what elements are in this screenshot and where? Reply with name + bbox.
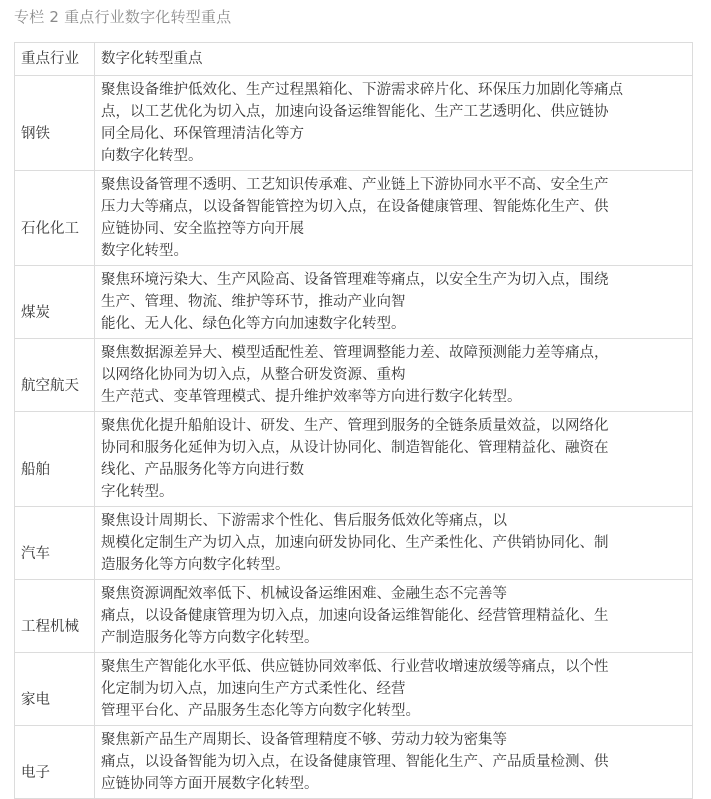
focus-line: 应链协同、安全监控等方向开展 xyxy=(101,221,304,237)
header-focus: 数字化转型重点 xyxy=(95,43,693,76)
focus-line: 能化、无人化、绿色化等方向加速数字化转型。 xyxy=(101,316,406,332)
focus-line: 规模化定制生产为切入点，加速向研发协同化、生产柔性化、产供销协同化、制 xyxy=(101,535,609,551)
focus-line: 聚焦资源调配效率低下、机械设备运维困难、金融生态不完善等 xyxy=(101,586,507,602)
table-caption: 专栏 2 重点行业数字化转型重点 xyxy=(14,8,232,26)
industry-cell: 煤炭 xyxy=(15,266,95,339)
focus-line: 产制造服务化等方向数字化转型。 xyxy=(101,630,319,646)
focus-cell xyxy=(95,507,693,580)
table-row xyxy=(15,507,693,580)
focus-cell xyxy=(95,412,693,507)
table-row xyxy=(15,171,693,266)
industry-cell: 家电 xyxy=(15,653,95,726)
table-body xyxy=(15,76,693,799)
focus-line: 生产、管理、物流、维护等环节，推动产业向智 xyxy=(101,294,406,310)
industry-cell: 汽车 xyxy=(15,507,95,580)
table-row xyxy=(15,726,693,799)
header-industry: 重点行业 xyxy=(15,43,95,76)
focus-line: 聚焦环境污染大、生产风险高、设备管理难等痛点，以安全生产为切入点，围绕 xyxy=(101,272,609,288)
focus-line: 聚焦设计周期长、下游需求个性化、售后服务低效化等痛点，以 xyxy=(101,513,507,529)
focus-line: 聚焦新产品生产周期长、设备管理精度不够、劳动力较为密集等 xyxy=(101,732,507,748)
table-row xyxy=(15,76,693,171)
focus-line: 聚焦生产智能化水平低、供应链协同效率低、行业营收增速放缓等痛点，以个性 xyxy=(101,659,609,675)
focus-line: 痛点，以设备智能为切入点，在设备健康管理、智能化生产、产品质量检测、供 xyxy=(101,754,609,770)
table-row xyxy=(15,653,693,726)
focus-line: 同全局化、环保管理清洁化等方 xyxy=(101,126,304,142)
focus-cell xyxy=(95,76,693,171)
industry-table xyxy=(14,42,693,799)
focus-line: 线化、产品服务化等方向进行数 xyxy=(101,462,304,478)
focus-line: 压力大等痛点，以设备智能管控为切入点，在设备健康管理、智能炼化生产、供 xyxy=(101,199,609,215)
industry-cell: 工程机械 xyxy=(15,580,95,653)
table-row xyxy=(15,339,693,412)
focus-line: 字化转型。 xyxy=(101,484,174,500)
focus-line: 化定制为切入点，加速向生产方式柔性化、经营 xyxy=(101,681,406,697)
focus-line: 聚焦数据源差异大、模型适配性差、管理调整能力差、故障预测能力差等痛点， xyxy=(101,345,609,361)
focus-line: 聚焦设备管理不透明、工艺知识传承难、产业链上下游协同水平不高、安全生产 xyxy=(101,177,609,193)
focus-line: 聚焦优化提升船舶设计、研发、生产、管理到服务的全链条质量效益，以网络化 xyxy=(101,418,609,434)
focus-cell xyxy=(95,580,693,653)
focus-cell xyxy=(95,653,693,726)
industry-cell: 电子 xyxy=(15,726,95,799)
table-header-row xyxy=(15,43,693,76)
focus-line: 管理平台化、产品服务生态化等方向数字化转型。 xyxy=(101,703,420,719)
focus-line: 以网络化协同为切入点，从整合研发资源、重构 xyxy=(101,367,406,383)
focus-line: 造服务化等方向数字化转型。 xyxy=(101,557,290,573)
table-row xyxy=(15,580,693,653)
focus-line: 数字化转型。 xyxy=(101,243,188,259)
focus-cell xyxy=(95,171,693,266)
industry-cell: 航空航天 xyxy=(15,339,95,412)
table-row xyxy=(15,266,693,339)
focus-line: 生产范式、变革管理模式、提升维护效率等方向进行数字化转型。 xyxy=(101,389,522,405)
focus-cell xyxy=(95,266,693,339)
focus-cell xyxy=(95,339,693,412)
industry-cell: 钢铁 xyxy=(15,76,95,171)
table-row xyxy=(15,412,693,507)
focus-line: 点，以工艺优化为切入点，加速向设备运维智能化、生产工艺透明化、供应链协 xyxy=(101,104,609,120)
focus-line: 应链协同等方面开展数字化转型。 xyxy=(101,776,319,792)
focus-cell xyxy=(95,726,693,799)
focus-line: 协同和服务化延伸为切入点，从设计协同化、制造智能化、管理精益化、融资在 xyxy=(101,440,609,456)
focus-line: 聚焦设备维护低效化、生产过程黑箱化、下游需求碎片化、环保压力加剧化等痛点 xyxy=(101,82,623,98)
industry-cell: 石化化工 xyxy=(15,171,95,266)
focus-line: 痛点，以设备健康管理为切入点，加速向设备运维智能化、经营管理精益化、生 xyxy=(101,608,609,624)
focus-line: 向数字化转型。 xyxy=(101,148,203,164)
industry-cell: 船舶 xyxy=(15,412,95,507)
